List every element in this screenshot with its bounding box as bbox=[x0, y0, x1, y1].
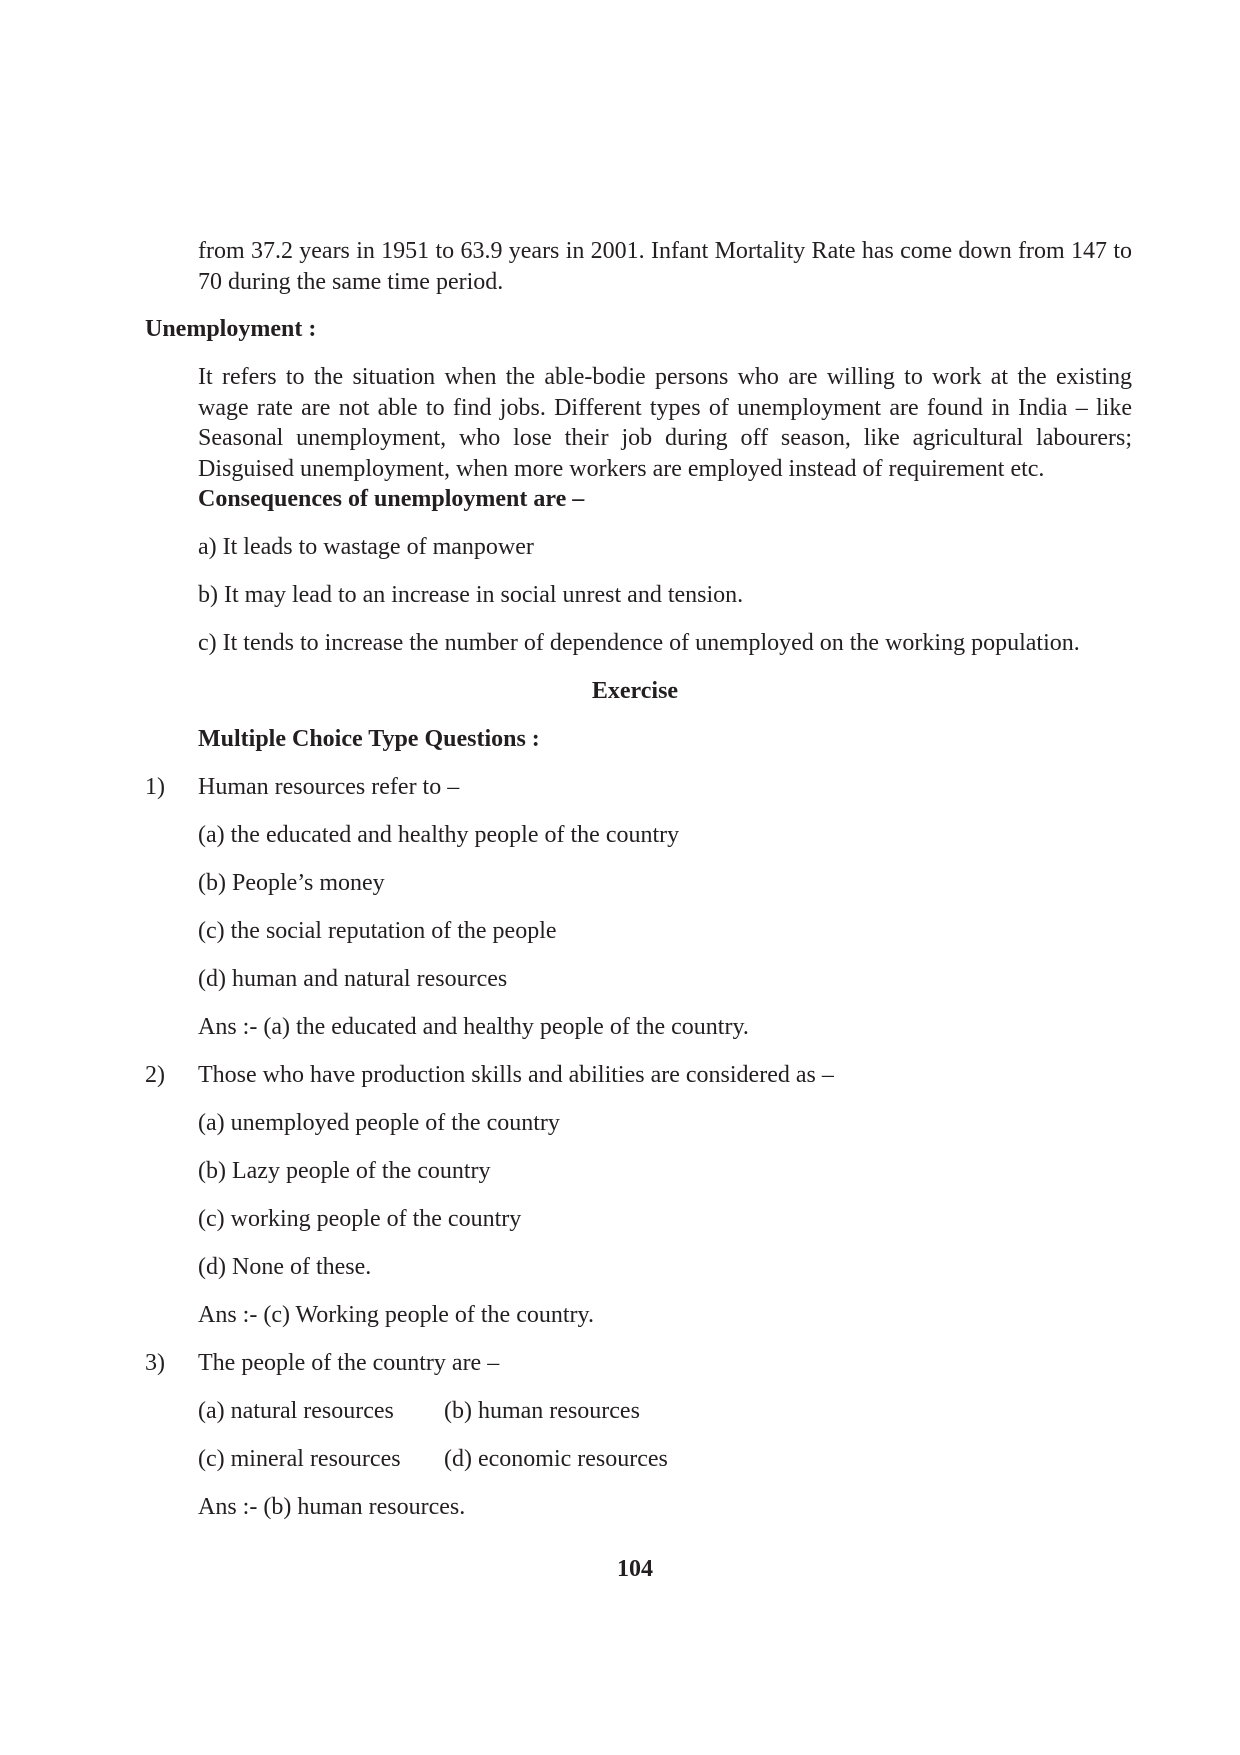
consequence-item: a) It leads to wastage of manpower bbox=[198, 534, 534, 560]
option-item: (b) Lazy people of the country bbox=[198, 1158, 491, 1184]
question-text: The people of the country are – bbox=[198, 1350, 500, 1376]
option-item: (d) human and natural resources bbox=[198, 966, 508, 992]
option-item: (a) natural resources bbox=[198, 1398, 394, 1424]
question-number: 3) bbox=[145, 1350, 165, 1376]
unemployment-paragraph: It refers to the situation when the able-bodie persons who are willing to work at the existing wage rate are not able to find jobs. Different types of unemployment are found in India – like Seasonal unemployment, who lose their job during off season, like agricultural labourers; Disguised unemployment, when more workers are employed instead of requirement etc. bbox=[198, 364, 1132, 482]
answer-line: Ans :- (a) the educated and healthy people of the country. bbox=[198, 1014, 749, 1040]
intro-paragraph: from 37.2 years in 1951 to 63.9 years in 2001. Infant Mortality Rate has come down from 147 to 70 during the same time period. bbox=[198, 238, 1132, 295]
question-text: Human resources refer to – bbox=[198, 774, 460, 800]
unemployment-section bbox=[198, 362, 1132, 515]
question-number: 2) bbox=[145, 1062, 165, 1088]
option-item: (b) People’s money bbox=[198, 870, 385, 896]
exercise-title: Exercise bbox=[591, 678, 679, 704]
page-number: 104 bbox=[617, 1556, 653, 1582]
question-number: 1) bbox=[145, 774, 165, 800]
answer-line: Ans :- (c) Working people of the country. bbox=[198, 1302, 594, 1328]
question-text: Those who have production skills and abilities are considered as – bbox=[198, 1062, 834, 1088]
option-item: (c) working people of the country bbox=[198, 1206, 522, 1232]
consequence-item: c) It tends to increase the number of dependence of unemployed on the working population. bbox=[198, 630, 1080, 656]
option-item: (c) the social reputation of the people bbox=[198, 918, 557, 944]
option-item: (b) human resources bbox=[444, 1398, 640, 1424]
consequences-heading: Consequences of unemployment are – bbox=[198, 486, 585, 512]
mcq-heading: Multiple Choice Type Questions : bbox=[198, 726, 540, 752]
consequence-item: b) It may lead to an increase in social unrest and tension. bbox=[198, 582, 744, 608]
answer-line: Ans :- (b) human resources. bbox=[198, 1494, 466, 1520]
option-item: (a) unemployed people of the country bbox=[198, 1110, 560, 1136]
option-item: (c) mineral resources bbox=[198, 1446, 401, 1472]
option-item: (d) None of these. bbox=[198, 1254, 372, 1280]
option-item: (a) the educated and healthy people of the country bbox=[198, 822, 680, 848]
unemployment-heading: Unemployment : bbox=[145, 316, 317, 342]
option-item: (d) economic resources bbox=[444, 1446, 668, 1472]
